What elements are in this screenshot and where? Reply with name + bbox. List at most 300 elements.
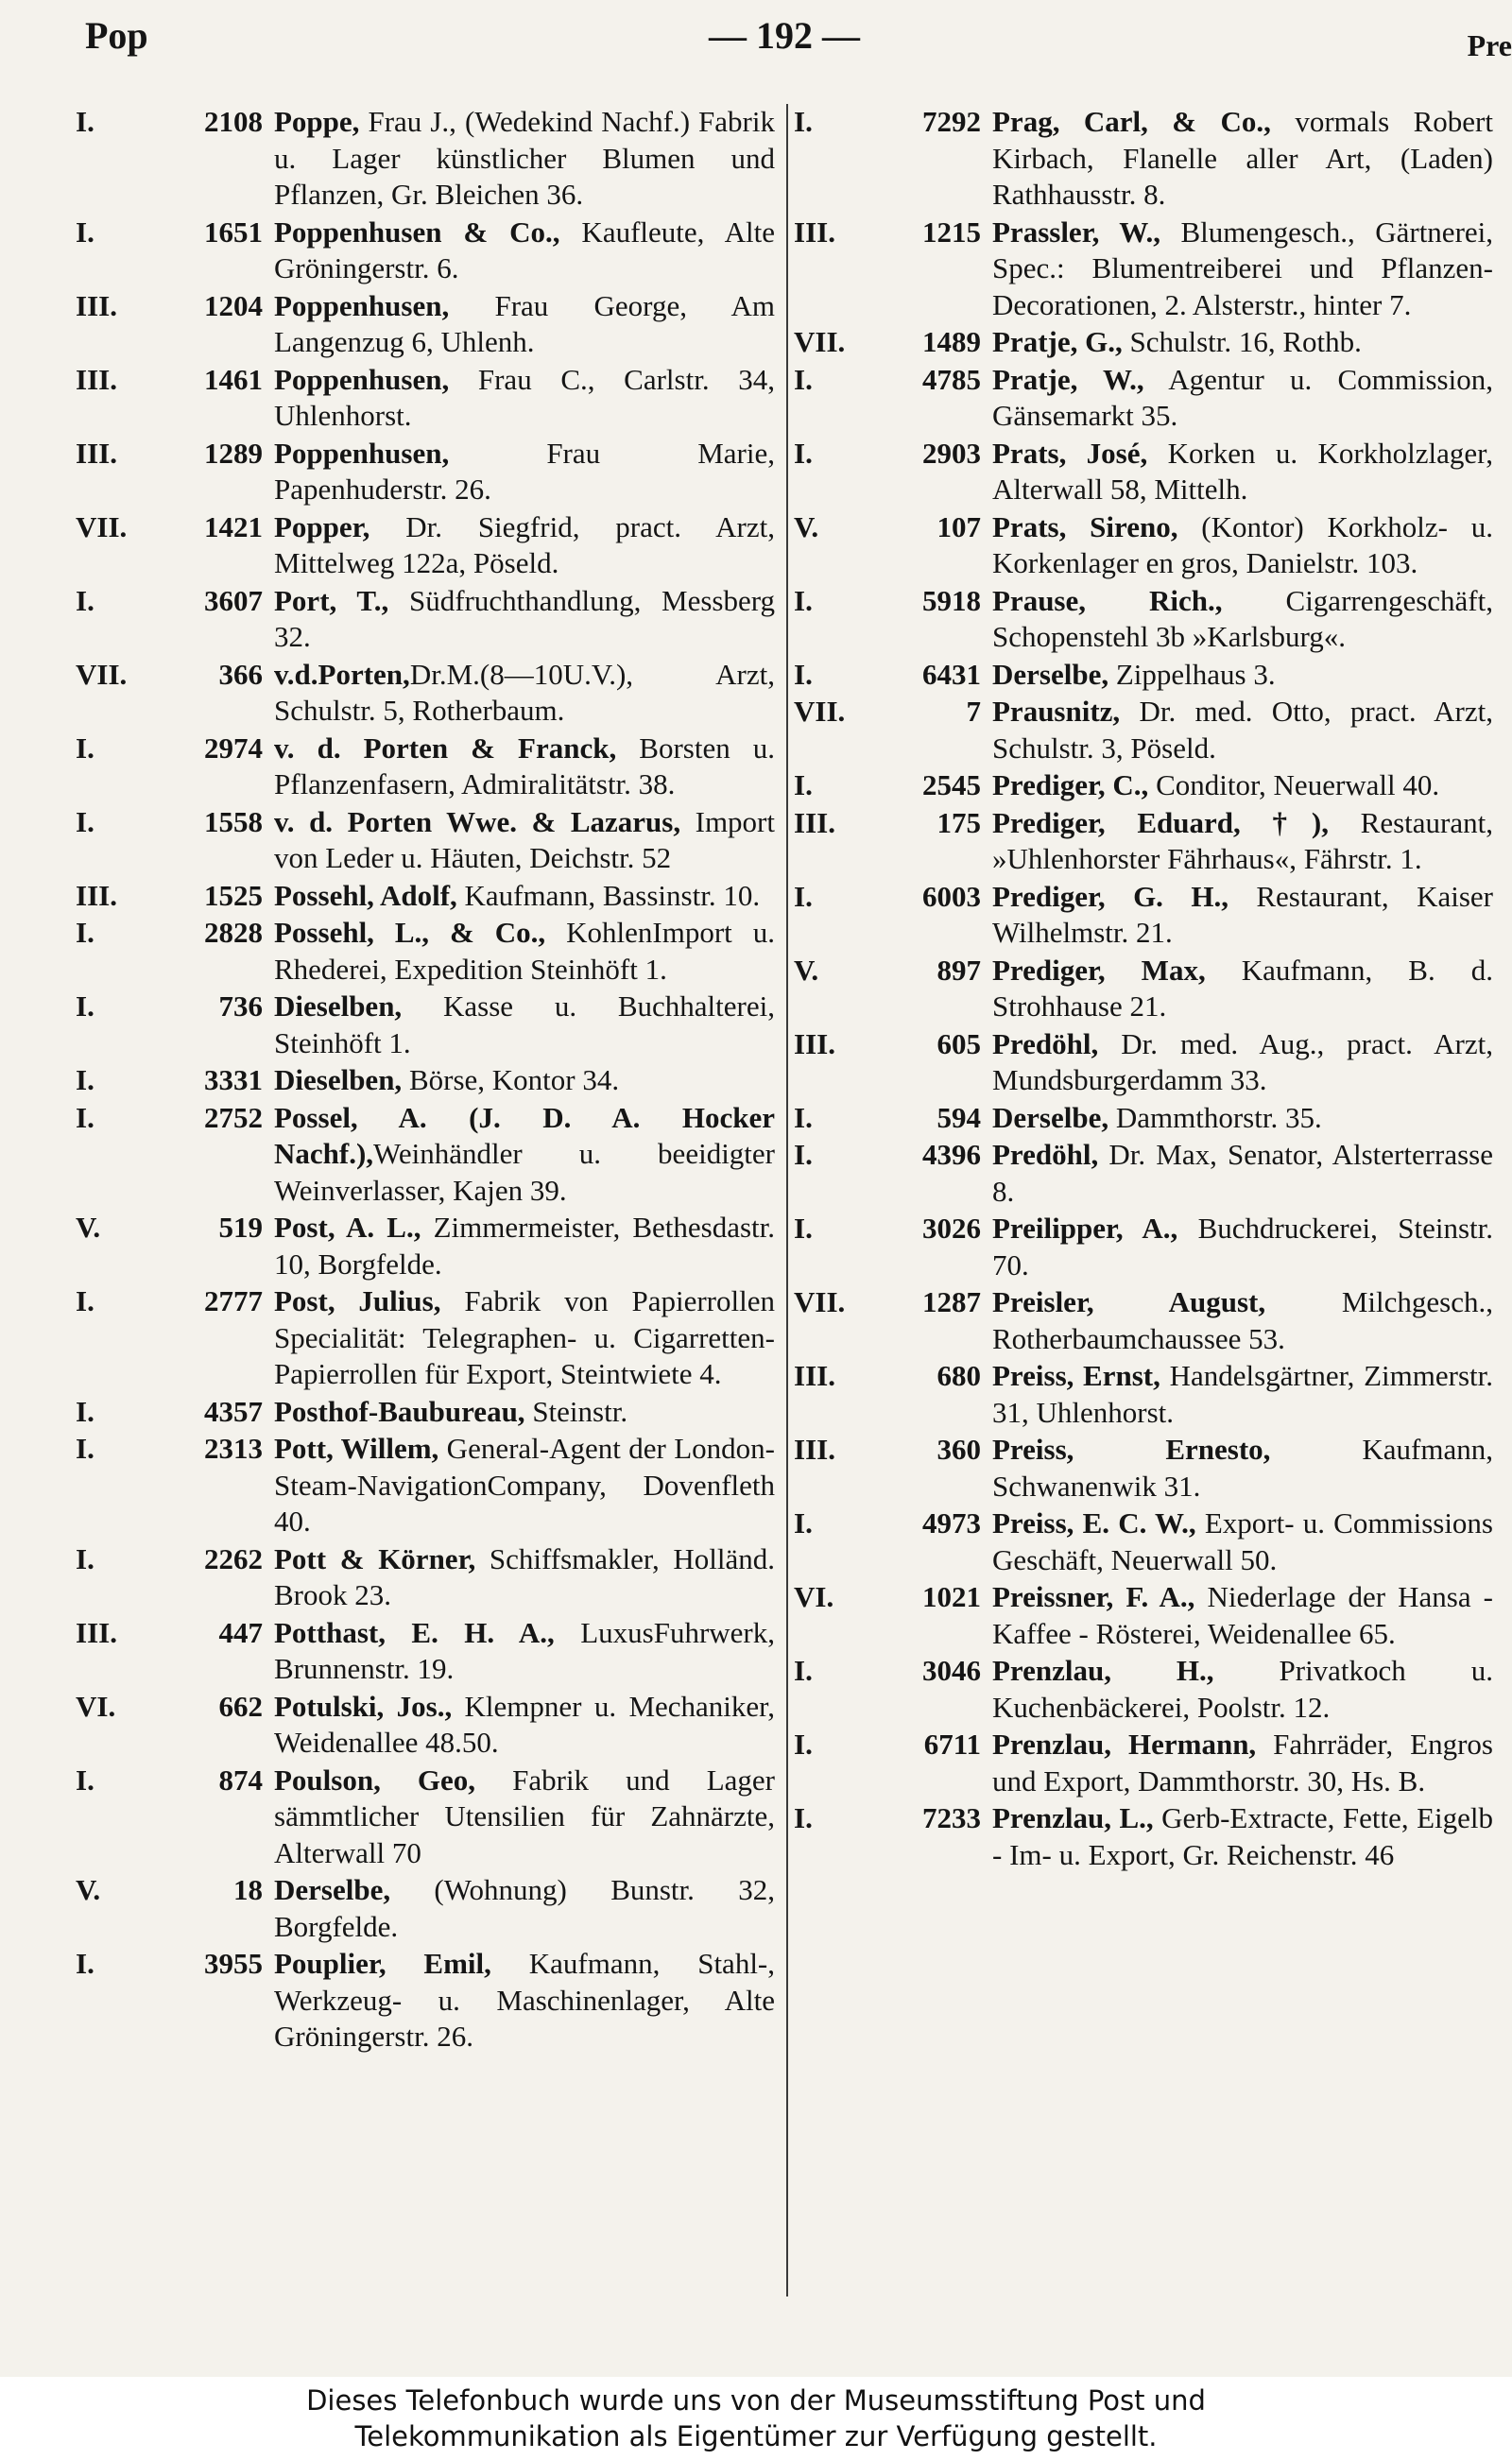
directory-entry xyxy=(794,215,1493,324)
directory-entry xyxy=(76,989,775,1061)
line-number: 1525 xyxy=(204,878,263,912)
subscriber-name: Preiss, Ernesto, xyxy=(992,1433,1271,1466)
phone-number xyxy=(76,804,274,877)
subscriber-name: Post, A. L., xyxy=(274,1211,421,1244)
page-number: — 192 — xyxy=(709,14,860,57)
subscriber-details: Zippelhaus 3. xyxy=(1108,657,1276,691)
entry-text xyxy=(992,1505,1493,1578)
line-number: 1651 xyxy=(204,215,263,249)
line-number: 1287 xyxy=(922,1285,981,1318)
phone-number xyxy=(76,1763,274,1872)
subscriber-details: Dr.M.(8—10U.V.), Arzt, Schulstr. 5, Rotherbaum. xyxy=(274,657,775,727)
line-number: 360 xyxy=(936,1433,981,1466)
subscriber-details: vormals Robert Kirbach, Flanelle aller Art, (Laden) Rathhausstr. 8. xyxy=(992,105,1493,211)
exchange-district: I. xyxy=(794,105,813,138)
entry-text xyxy=(274,104,775,214)
phone-number xyxy=(794,1432,992,1505)
exchange-district: I. xyxy=(794,1728,813,1761)
exchange-district: III. xyxy=(76,436,117,470)
subscriber-details: Kasse u. Buchhalterei, Steinhöft 1. xyxy=(274,989,775,1059)
line-number: 1215 xyxy=(922,215,981,249)
directory-entry xyxy=(794,324,1493,361)
entry-text xyxy=(274,1872,775,1945)
phone-number xyxy=(794,1211,992,1283)
subscriber-name: Pott, Willem, xyxy=(274,1432,439,1465)
phone-number xyxy=(794,215,992,324)
line-number: 6711 xyxy=(923,1728,981,1761)
entry-text xyxy=(992,104,1493,214)
subscriber-details: Dr. med. Aug., pract. Arzt, Mundsburgerdamm 33. xyxy=(992,1026,1493,1096)
exchange-district: I. xyxy=(794,657,813,691)
directory-entry xyxy=(794,104,1493,214)
phone-number xyxy=(76,1872,274,1945)
exchange-district: I. xyxy=(76,731,94,765)
subscriber-name: Poulson, Geo, xyxy=(274,1763,476,1797)
line-number: 605 xyxy=(936,1026,981,1060)
directory-entry xyxy=(76,1872,775,1945)
subscriber-name: Prediger, G. H., xyxy=(992,879,1228,913)
exchange-district: I. xyxy=(794,362,813,396)
phone-number xyxy=(76,1100,274,1210)
subscriber-name: Preiss, Ernst, xyxy=(992,1359,1160,1392)
directory-entry xyxy=(794,509,1493,582)
directory-entry xyxy=(794,1505,1493,1578)
directory-entry xyxy=(76,1946,775,2056)
column-divider xyxy=(786,104,788,2297)
subscriber-details: Fahrräder, Engros und Export, Dammthorstr. 30, Hs. B. xyxy=(992,1728,1493,1798)
line-number: 2752 xyxy=(204,1100,263,1134)
line-number: 2828 xyxy=(204,916,263,949)
subscriber-name: v. d. Porten & Franck, xyxy=(274,731,617,765)
line-number: 1558 xyxy=(204,804,263,838)
header-next-label: Pre xyxy=(1467,28,1512,62)
subscriber-name: Pratje, W., xyxy=(992,362,1144,396)
phone-number xyxy=(794,1579,992,1652)
line-number: 107 xyxy=(936,509,981,543)
subscriber-name: Poppenhusen, xyxy=(274,362,450,396)
phone-number xyxy=(794,1358,992,1431)
directory-entry xyxy=(794,1137,1493,1210)
entry-text xyxy=(274,288,775,361)
subscriber-name: Prats, Sireno, xyxy=(992,509,1178,543)
subscriber-details: LuxusFuhrwerk, Brunnenstr. 19. xyxy=(274,1615,775,1685)
subscriber-details: Restaurant, Kaiser Wilhelmstr. 21. xyxy=(992,879,1493,949)
footer-line-1: Dieses Telefonbuch wurde uns von der Museumsstiftung Post und xyxy=(306,2384,1206,2417)
entry-text xyxy=(274,509,775,582)
exchange-district: III. xyxy=(794,805,835,839)
subscriber-details: Borsten u. Pflanzenfasern, Admiralitätstr. 38. xyxy=(274,731,775,800)
exchange-district: I. xyxy=(794,879,813,913)
entry-text xyxy=(992,805,1493,878)
line-number: 3046 xyxy=(922,1654,981,1687)
subscriber-details: Cigarrengeschäft, Schopenstehl 3b »Karlsburg«. xyxy=(992,583,1493,653)
exchange-district: I. xyxy=(76,804,94,838)
subscriber-name: Predöhl, xyxy=(992,1138,1099,1171)
phone-number xyxy=(794,879,992,952)
entry-text xyxy=(274,657,775,730)
exchange-district: I. xyxy=(794,1801,813,1834)
line-number: 7233 xyxy=(922,1801,981,1834)
line-number: 594 xyxy=(936,1100,981,1134)
phone-number xyxy=(794,1026,992,1099)
exchange-district: I. xyxy=(794,436,813,470)
subscriber-name: Preiss, E. C. W., xyxy=(992,1506,1196,1540)
subscriber-details: Zimmermeister, Bethesdastr. 10, Borgfelde. xyxy=(274,1211,775,1281)
entry-text xyxy=(992,1653,1493,1726)
entry-text xyxy=(992,324,1493,361)
exchange-district: I. xyxy=(794,1654,813,1687)
line-number: 1204 xyxy=(204,288,263,322)
directory-entry xyxy=(794,1358,1493,1431)
subscriber-details: KohlenImport u. Rhederei, Expedition Steinhöft 1. xyxy=(274,916,775,986)
subscriber-name: Pouplier, Emil, xyxy=(274,1947,491,1980)
subscriber-details: Dr. med. Otto, pract. Arzt, Schulstr. 3, Pöseld. xyxy=(992,695,1493,765)
exchange-district: I. xyxy=(76,1284,94,1317)
directory-entry xyxy=(794,1026,1493,1099)
subscriber-details: Fabrik von Papierrollen Specialität: Telegraphen- u. Cigarretten-Papierrollen für Export, Steintwiete 4. xyxy=(274,1284,775,1390)
directory-entry xyxy=(76,1689,775,1762)
directory-entry xyxy=(76,657,775,730)
phone-number xyxy=(794,324,992,361)
phone-number xyxy=(76,1615,274,1688)
entry-text xyxy=(992,1727,1493,1799)
entry-text xyxy=(274,362,775,435)
subscriber-name: Prag, Carl, & Co., xyxy=(992,105,1271,138)
phone-number xyxy=(794,104,992,214)
entry-text xyxy=(274,731,775,803)
exchange-district: I. xyxy=(76,1947,94,1980)
subscriber-name: Poppe, xyxy=(274,105,360,138)
directory-entry xyxy=(794,657,1493,694)
entry-text xyxy=(992,1579,1493,1652)
directory-entry xyxy=(76,1283,775,1393)
subscriber-details: Südfruchthandlung, Messberg 32. xyxy=(274,583,775,653)
subscriber-details: Frau C., Carlstr. 34, Uhlenhorst. xyxy=(274,362,775,432)
phone-number xyxy=(76,288,274,361)
exchange-district: VI. xyxy=(794,1580,834,1613)
phone-number xyxy=(794,805,992,878)
exchange-district: I. xyxy=(76,1541,94,1575)
phone-number xyxy=(76,915,274,988)
directory-entry xyxy=(76,731,775,803)
subscriber-details: Frau George, Am Langenzug 6, Uhlenh. xyxy=(274,288,775,358)
directory-entry xyxy=(76,1210,775,1282)
line-number: 2108 xyxy=(204,105,263,138)
exchange-district: III. xyxy=(76,878,117,912)
directory-entry xyxy=(76,288,775,361)
phone-number xyxy=(76,1283,274,1393)
line-number: 3955 xyxy=(204,1947,263,1980)
phone-number xyxy=(76,1431,274,1540)
line-number: 2545 xyxy=(922,768,981,801)
entry-text xyxy=(992,1358,1493,1431)
phone-number xyxy=(76,436,274,508)
line-number: 175 xyxy=(936,805,981,839)
line-number: 680 xyxy=(936,1359,981,1392)
phone-number xyxy=(794,1505,992,1578)
exchange-district: I. xyxy=(76,583,94,617)
entry-text xyxy=(992,657,1493,694)
directory-entry xyxy=(76,1541,775,1614)
subscriber-details: Kaufmann, Stahl-, Werkzeug- u. Maschinenlager, Alte Gröningerstr. 26. xyxy=(274,1947,775,2053)
exchange-district: III. xyxy=(794,215,835,249)
entry-text xyxy=(274,804,775,877)
entry-text xyxy=(274,1541,775,1614)
line-number: 3331 xyxy=(204,1063,263,1096)
subscriber-details: Schiffsmakler, Holländ. Brook 23. xyxy=(274,1541,775,1611)
subscriber-details: Niederlage der Hansa - Kaffee - Rösterei, Weidenallee 65. xyxy=(992,1580,1493,1650)
subscriber-name: Prenzlau, Hermann, xyxy=(992,1728,1257,1761)
subscriber-name: Preissner, F. A., xyxy=(992,1580,1195,1613)
directory-entry xyxy=(794,583,1493,656)
exchange-district: III. xyxy=(794,1026,835,1060)
directory-column-right xyxy=(794,104,1493,2306)
exchange-district: VI. xyxy=(76,1689,116,1723)
directory-entry xyxy=(76,1394,775,1431)
header-section-label: Pop xyxy=(85,14,148,57)
exchange-district: VII. xyxy=(76,657,128,691)
exchange-district: VII. xyxy=(76,509,128,543)
phone-number xyxy=(76,1689,274,1762)
phone-number xyxy=(76,878,274,915)
entry-text xyxy=(274,1062,775,1099)
directory-entry xyxy=(76,104,775,214)
line-number: 2903 xyxy=(922,436,981,470)
entry-text xyxy=(992,436,1493,508)
line-number: 2777 xyxy=(204,1284,263,1317)
subscriber-details: Dammthorstr. 35. xyxy=(1108,1100,1322,1134)
directory-entry xyxy=(76,1615,775,1688)
line-number: 2313 xyxy=(204,1432,263,1465)
exchange-district: I. xyxy=(76,1100,94,1134)
phone-number xyxy=(794,583,992,656)
exchange-district: V. xyxy=(76,1211,101,1244)
subscriber-name: Prediger, Eduard, †), xyxy=(992,805,1329,839)
subscriber-details: Korken u. Korkholzlager, Alterwall 58, Mittelh. xyxy=(992,436,1493,506)
phone-number xyxy=(794,1727,992,1799)
directory-entry xyxy=(794,1284,1493,1357)
exchange-district: I. xyxy=(76,916,94,949)
phone-number xyxy=(794,509,992,582)
line-number: 897 xyxy=(936,953,981,987)
directory-entry xyxy=(794,767,1493,804)
subscriber-details: Privatkoch u. Kuchenbäckerei, Poolstr. 12. xyxy=(992,1654,1493,1724)
exchange-district: I. xyxy=(76,1432,94,1465)
subscriber-name: Dieselben, xyxy=(274,989,403,1023)
subscriber-details: Kaufleute, Alte Gröningerstr. 6. xyxy=(274,215,775,284)
phone-number xyxy=(76,731,274,803)
exchange-district: III. xyxy=(76,1615,117,1649)
line-number: 4973 xyxy=(922,1506,981,1540)
line-number: 4396 xyxy=(922,1138,981,1171)
entry-text xyxy=(274,215,775,287)
exchange-district: I. xyxy=(794,768,813,801)
phone-number xyxy=(794,657,992,694)
subscriber-details: Agentur u. Commission, Gänsemarkt 35. xyxy=(992,362,1493,432)
entry-text xyxy=(274,436,775,508)
line-number: 18 xyxy=(233,1873,263,1906)
subscriber-name: Potulski, Jos., xyxy=(274,1689,453,1723)
directory-entry xyxy=(794,1653,1493,1726)
exchange-district: VII. xyxy=(794,695,846,728)
entry-text xyxy=(992,953,1493,1025)
directory-entry xyxy=(794,694,1493,766)
phone-number xyxy=(76,583,274,656)
exchange-district: I. xyxy=(76,215,94,249)
subscriber-details: Restaurant, »Uhlenhorster Fährhaus«, Fährstr. 1. xyxy=(992,805,1493,875)
entry-text xyxy=(274,1394,775,1431)
subscriber-details: (Wohnung) Bunstr. 32, Borgfelde. xyxy=(274,1873,775,1943)
directory-entry xyxy=(794,1727,1493,1799)
directory-entry xyxy=(76,804,775,877)
entry-text xyxy=(992,1100,1493,1137)
subscriber-name: Derselbe, xyxy=(992,657,1109,691)
directory-entry xyxy=(76,915,775,988)
entry-text xyxy=(992,215,1493,324)
subscriber-name: Prausnitz, xyxy=(992,695,1121,728)
line-number: 4785 xyxy=(922,362,981,396)
subscriber-name: Posthof-Baubureau, xyxy=(274,1394,525,1428)
subscriber-details: Börse, Kontor 34. xyxy=(402,1063,620,1096)
entry-text xyxy=(992,362,1493,435)
entry-text xyxy=(274,1283,775,1393)
directory-entry xyxy=(794,1800,1493,1873)
line-number: 7292 xyxy=(922,105,981,138)
subscriber-name: Possel, A. (J. D. A. Hocker Nachf.), xyxy=(274,1100,775,1170)
entry-text xyxy=(992,1800,1493,1873)
directory-entry xyxy=(76,362,775,435)
subscriber-name: Prediger, Max, xyxy=(992,953,1206,987)
directory-column-left xyxy=(76,104,775,2306)
subscriber-name: Prediger, C., xyxy=(992,768,1149,801)
entry-text xyxy=(992,583,1493,656)
subscriber-details: Gerb-Extracte, Fette, Eigelb - Im- u. Export, Gr. Reichenstr. 46 xyxy=(992,1801,1493,1871)
directory-entry xyxy=(794,1432,1493,1505)
subscriber-details: Steinstr. xyxy=(524,1394,628,1428)
directory-entry xyxy=(794,879,1493,952)
subscriber-name: Poppenhusen, xyxy=(274,436,450,470)
subscriber-details: Klempner u. Mechaniker, Weidenallee 48.50. xyxy=(274,1689,775,1759)
entry-text xyxy=(274,1763,775,1872)
entry-text xyxy=(274,989,775,1061)
subscriber-name: Dieselben, xyxy=(274,1063,403,1096)
entry-text xyxy=(992,1432,1493,1505)
subscriber-name: v. d. Porten Wwe. & Lazarus, xyxy=(274,804,681,838)
phone-number xyxy=(794,1100,992,1137)
entry-text xyxy=(992,1137,1493,1210)
subscriber-name: Poppenhusen, xyxy=(274,288,450,322)
subscriber-details: Export- u. Commissions Geschäft, Neuerwall 50. xyxy=(992,1506,1493,1576)
subscriber-name: v.d.Porten, xyxy=(274,657,410,691)
subscriber-details: Handelsgärtner, Zimmerstr. 31, Uhlenhorst. xyxy=(992,1359,1493,1429)
directory-entry xyxy=(76,1062,775,1099)
line-number: 7 xyxy=(966,695,981,728)
subscriber-details: Frau Marie, Papenhuderstr. 26. xyxy=(274,436,775,506)
exchange-district: I. xyxy=(794,1138,813,1171)
phone-number xyxy=(794,767,992,804)
entry-text xyxy=(274,1946,775,2056)
phone-number xyxy=(794,1137,992,1210)
exchange-district: I. xyxy=(76,1394,94,1428)
phone-number xyxy=(76,1210,274,1282)
subscriber-name: Preilipper, A., xyxy=(992,1212,1178,1245)
exchange-district: III. xyxy=(76,288,117,322)
directory-entry xyxy=(794,1211,1493,1283)
subscriber-details: Fabrik und Lager sämmtlicher Utensilien für Zahnärzte, Alterwall 70 xyxy=(274,1763,775,1869)
subscriber-details: Milchgesch., Rotherbaumchaussee 53. xyxy=(992,1285,1493,1355)
phone-number xyxy=(76,1541,274,1614)
subscriber-name: Post, Julius, xyxy=(274,1284,441,1317)
exchange-district: VII. xyxy=(794,1285,846,1318)
subscriber-details: Import von Leder u. Häuten, Deichstr. 52 xyxy=(274,804,775,874)
directory-entry xyxy=(76,1431,775,1540)
subscriber-name: Prenzlau, H., xyxy=(992,1654,1214,1687)
subscriber-details: General-Agent der London-Steam-NavigationCompany, Dovenfleth 40. xyxy=(274,1432,775,1538)
phone-number xyxy=(76,362,274,435)
line-number: 3607 xyxy=(204,583,263,617)
exchange-district: V. xyxy=(794,953,819,987)
line-number: 6003 xyxy=(922,879,981,913)
line-number: 736 xyxy=(218,989,263,1023)
exchange-district: I. xyxy=(794,1212,813,1245)
directory-entry xyxy=(76,509,775,582)
exchange-district: I. xyxy=(76,1063,94,1096)
entry-text xyxy=(992,1211,1493,1283)
exchange-district: I. xyxy=(794,1100,813,1134)
directory-entry xyxy=(794,805,1493,878)
line-number: 2974 xyxy=(204,731,263,765)
exchange-district: III. xyxy=(794,1433,835,1466)
copyright-footer xyxy=(0,2377,1512,2460)
phone-number xyxy=(794,436,992,508)
exchange-district: I. xyxy=(76,989,94,1023)
exchange-district: III. xyxy=(76,362,117,396)
entry-text xyxy=(274,1210,775,1282)
subscriber-details: Dr. Max, Senator, Alsterterrasse 8. xyxy=(992,1138,1493,1208)
entry-text xyxy=(274,1431,775,1540)
directory-entry xyxy=(76,1100,775,1210)
exchange-district: VII. xyxy=(794,325,846,358)
phone-number xyxy=(794,1800,992,1873)
exchange-district: I. xyxy=(794,583,813,617)
directory-entry xyxy=(794,953,1493,1025)
directory-entry xyxy=(794,1579,1493,1652)
subscriber-name: Pott & Körner, xyxy=(274,1541,476,1575)
line-number: 366 xyxy=(218,657,263,691)
footer-line-2: Telekommunikation als Eigentümer zur Verfügung gestellt. xyxy=(354,2420,1158,2452)
subscriber-name: Prause, Rich., xyxy=(992,583,1223,617)
entry-text xyxy=(992,1026,1493,1099)
line-number: 447 xyxy=(218,1615,263,1649)
subscriber-name: Pratje, G., xyxy=(992,325,1123,358)
entry-text xyxy=(274,1615,775,1688)
subscriber-details: Frau J., (Wedekind Nachf.) Fabrik u. Lager künstlicher Blumen und Pflanzen, Gr. Bleichen 36. xyxy=(274,105,775,211)
subscriber-details: (Kontor) Korkholz- u. Korkenlager en gros, Danielstr. 103. xyxy=(992,509,1493,579)
phone-number xyxy=(794,953,992,1025)
phone-number xyxy=(76,1062,274,1099)
phone-number xyxy=(76,1394,274,1431)
phone-number xyxy=(76,215,274,287)
line-number: 519 xyxy=(218,1211,263,1244)
phone-number xyxy=(76,657,274,730)
directory-entry xyxy=(76,436,775,508)
subscriber-name: Popper, xyxy=(274,509,370,543)
entry-text xyxy=(274,878,775,915)
exchange-district: V. xyxy=(76,1873,101,1906)
subscriber-details: Kaufmann, B. d. Strohhause 21. xyxy=(992,953,1493,1023)
subscriber-name: Preisler, August, xyxy=(992,1285,1266,1318)
entry-text xyxy=(992,879,1493,952)
